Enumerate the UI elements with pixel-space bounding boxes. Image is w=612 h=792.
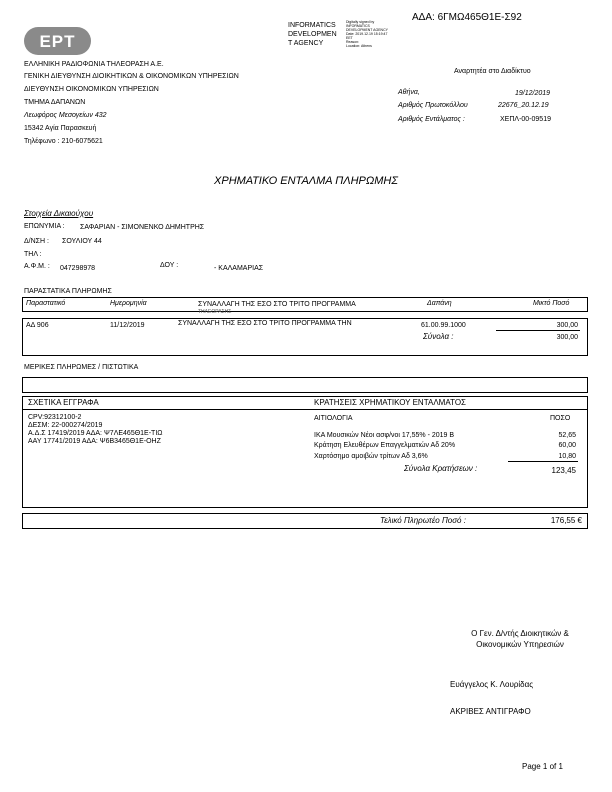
org-name: ΕΛΛΗΝΙΚΗ ΡΑΔΙΟΦΩΝΙΑ ΤΗΛΕΟΡΑΣΗ Α.Ε.	[24, 61, 164, 68]
signatory-title-line1: Ο Γεν. Δ/ντής Διοικητικών &	[471, 629, 569, 638]
beneficiary-address: ΣΟΥΛΙΟΥ 44	[62, 238, 102, 245]
org-phone: Τηλέφωνο : 210-6075621	[24, 138, 103, 145]
related-doc-line: ΑΑΥ 17741/2019 ΑΔΑ: Ψ6Β3465Θ1Ε-ΟΗΖ	[28, 438, 161, 445]
col-header-description: ΣΥΝΑΛΛΑΓΗ ΤΗΣ ΕΣΟ ΣΤΟ ΤΡΙΤΟ ΠΡΟΓΡΑΜΜΑ	[198, 301, 356, 308]
related-doc-line: Α.Δ.Σ 17419/2019 ΑΔΑ: Ψ7ΛΕ465Θ1Ε-ΤΙΩ	[28, 430, 163, 437]
ert-logo-text: ΕΡΤ	[39, 32, 76, 51]
stamp-org-line: DEVELOPMEN	[288, 31, 337, 38]
beneficiary-name-label: ΕΠΩΝΥΜΙΑ :	[24, 223, 65, 230]
beneficiary-phone-label: ΤΗΛ :	[24, 251, 42, 258]
org-department: ΤΜΗΜΑ ΔΑΠΑΝΩΝ	[24, 99, 86, 106]
stamp-detail: EET	[346, 36, 353, 40]
stamp-detail: Reason:	[346, 40, 360, 44]
order-date: 19/12/2019	[515, 90, 551, 97]
internet-note: Αναρτητέα στο Διαδίκτυο	[454, 68, 531, 75]
details-header-rule	[22, 409, 588, 410]
deduction-label: Χαρτόσημο αμοιβών τρίτων Αδ 3,6%	[314, 453, 428, 460]
row-expense-code: 61.00.99.1000	[421, 322, 466, 329]
row-gross-amount: 300,00	[556, 322, 578, 329]
beneficiary-address-label: Δ/ΝΣΗ :	[24, 238, 49, 245]
details-box	[22, 396, 588, 508]
protocol-value: 22676_20.12.19	[498, 102, 549, 109]
deduction-value: 52,65	[558, 432, 576, 439]
deductions-total-label: Σύνολα Κρατήσεων :	[404, 464, 478, 473]
org-street: Λεωφόρος Μεσογείων 432	[24, 112, 107, 119]
ada-code: ΑΔΑ: 6ΓΜΩ465Θ1Ε-Σ92	[412, 12, 522, 23]
stamp-org-line: INFORMATICS	[288, 22, 336, 29]
stamp-detail: INFORMATICS	[346, 24, 370, 28]
final-amount-box	[22, 513, 588, 529]
row-description: ΣΥΝΑΛΛΑΓΗ ΤΗΣ ΕΣΟ ΣΤΟ ΤΡΙΤΟ ΠΡΟΓΡΑΜΜΑ ΤΗΝ	[178, 320, 352, 327]
related-doc-line: ΔΕΣΜ: 22-000274/2019	[28, 422, 103, 429]
deductions-total-rule	[508, 461, 578, 462]
beneficiary-doy-label: ΔΟΥ :	[160, 262, 179, 269]
stamp-org-line: T AGENCY	[288, 40, 324, 47]
deductions-reason-header: ΑΙΤΙΟΛΟΓΙΑ	[314, 415, 353, 422]
col-header-expense: Δαπάνη	[427, 300, 452, 307]
docs-total-value: 300,00	[556, 334, 578, 341]
place-label: Αθήνα,	[398, 89, 420, 96]
beneficiary-afm-label: Α.Φ.Μ. :	[24, 263, 50, 270]
deduction-label: Κράτηση Ελευθέρων Επαγγελματιών Αδ 20%	[314, 442, 456, 449]
deductions-amount-header: ΠΟΣΟ	[550, 415, 571, 422]
beneficiary-heading: Στοιχεία Δικαιούχου	[24, 209, 94, 218]
related-doc-line: CPV:92312100-2	[28, 414, 82, 421]
stamp-detail: Digitally signed by	[346, 20, 375, 24]
row-document: ΑΔ 906	[26, 322, 49, 329]
deduction-value: 60,00	[558, 442, 576, 449]
protocol-label: Αριθμός Πρωτοκόλλου	[398, 102, 468, 109]
deduction-value: 10,80	[558, 453, 576, 460]
total-rule	[496, 330, 580, 331]
related-docs-title: ΣΧΕΤΙΚΑ ΕΓΓΡΑΦΑ	[28, 398, 99, 407]
certified-copy-label: ΑΚΡΙΒΕΣ ΑΝΤΙΓΡΑΦΟ	[450, 707, 531, 716]
document-title: ΧΡΗΜΑΤΙΚΟ ΕΝΤΑΛΜΑ ΠΛΗΡΩΜΗΣ	[214, 175, 398, 187]
order-number-value: ΧΕΠΛ-00-09519	[500, 116, 551, 123]
signatory-title-line2: Οικονομικών Υπηρεσιών	[476, 640, 564, 649]
partial-payments-box	[22, 377, 588, 393]
beneficiary-doy: - ΚΑΛΑΜΑΡΙΑΣ	[214, 265, 264, 272]
order-number-label: Αριθμός Εντάλματος :	[398, 116, 465, 123]
payment-docs-title: ΠΑΡΑΣΤΑΤΙΚΑ ΠΛΗΡΩΜΗΣ	[24, 288, 112, 295]
row-date: 11/12/2019	[110, 322, 145, 329]
page-number: Page 1 of 1	[522, 762, 563, 771]
col-header-date: Ημερομηνία	[110, 300, 147, 307]
deductions-title: ΚΡΑΤΗΣΕΙΣ ΧΡΗΜΑΤΙΚΟΥ ΕΝΤΑΛΜΑΤΟΣ	[314, 398, 466, 407]
col-header-gross: Μικτό Ποσό	[533, 300, 570, 307]
deductions-total-value: 123,45	[551, 466, 576, 475]
org-division: ΓΕΝΙΚΗ ΔΙΕΥΘΥΝΣΗ ΔΙΟΙΚΗΤΙΚΩΝ & ΟΙΚΟΝΟΜΙΚΩΝ ΥΠΗΡΕΣΙΩΝ	[24, 73, 239, 80]
stamp-detail: DEVELOPMENT AGENCY	[346, 28, 388, 32]
beneficiary-afm: 047298978	[60, 265, 96, 272]
signatory-name: Ευάγγελος Κ. Λουρίδας	[450, 680, 534, 689]
org-directorate: ΔΙΕΥΘΥΝΣΗ ΟΙΚΟΝΟΜΙΚΩΝ ΥΠΗΡΕΣΙΩΝ	[24, 86, 159, 93]
final-amount-label: Τελικό Πληρωτέο Ποσό :	[380, 516, 466, 525]
deduction-label: ΙΚΑ Μουσικών Νέοι ασφ/νοι 17,55% - 2019 Β	[314, 432, 455, 439]
partial-payments-title: ΜΕΡΙΚΕΣ ΠΛΗΡΩΜΕΣ / ΠΙΣΤΩΤΙΚΑ	[24, 364, 139, 371]
org-city: 15342 Αγία Παρασκευή	[24, 125, 97, 132]
beneficiary-name: ΣΑΦΑΡΙΑΝ - ΣΙΜΟΝΕΝΚΟ ΔΗΜΗΤΡΗΣ	[80, 224, 205, 231]
col-header-document: Παραστατικό	[26, 300, 66, 307]
col-header-description-overflow: ΤΗΛΕΟΡΑΣΗΣ	[198, 309, 232, 315]
stamp-detail: Date: 2019.12.19 15:19:47	[346, 32, 388, 36]
stamp-detail: Location: Athens	[346, 44, 372, 48]
ert-logo	[24, 27, 91, 55]
docs-total-label: Σύνολα :	[423, 332, 454, 341]
final-amount-value: 176,55 €	[550, 516, 582, 525]
